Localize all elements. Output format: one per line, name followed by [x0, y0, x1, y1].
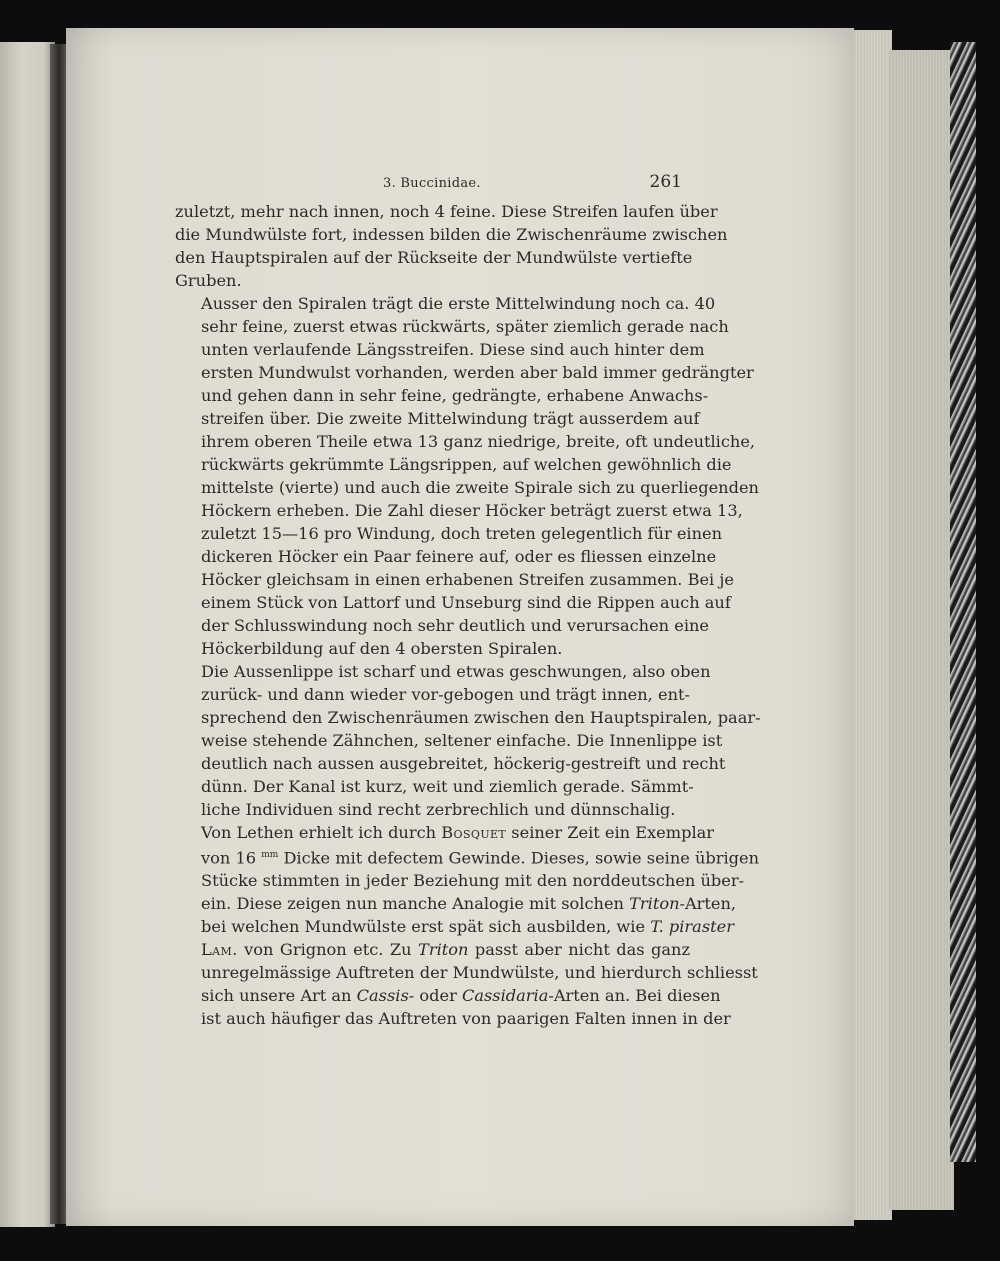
text-line: [175, 1007, 731, 1030]
page-edges-back: [888, 50, 954, 1210]
text-run: ein. Diese zeigen nun manche Analogie mit solchen: [201, 894, 630, 914]
text-line: Ausser den Spiralen trägt die erste Mittelwindung noch ca. 40: [201, 294, 716, 313]
text-line: [175, 892, 737, 915]
text-run: seiner Zeit ein Exemplar: [506, 823, 715, 842]
text-line: deutlich nach aussen ausgebreitet, höckerig-gestreift und recht: [201, 754, 726, 773]
text-line: Die Aussenlippe ist scharf und etwas geschwungen, also oben: [201, 662, 711, 681]
text-line: zuletzt 15—16 pro Windung, doch treten gelegentlich für einen: [201, 524, 723, 543]
text-line: [175, 821, 715, 844]
text-line: zuletzt, mehr nach innen, noch 4 feine. Diese Streifen laufen über: [175, 202, 718, 221]
text-line: ihrem oberen Theile etwa 13 ganz niedrige, breite, oft undeutliche,: [201, 432, 756, 451]
text-line: Höckerbildung auf den 4 obersten Spiralen.: [201, 639, 563, 658]
text-run: von 16: [201, 848, 262, 868]
text-line: ersten Mundwulst vorhanden, werden aber bald immer gedrängter: [201, 363, 754, 382]
text-run: ist auch häufiger das Auftreten von paarigen Falten innen in der: [201, 1009, 731, 1029]
text-line: Höcker gleichsam in einen erhabenen Streifen zusammen. Bei je: [201, 570, 734, 589]
page-number: 261: [649, 172, 682, 192]
paragraph-2: [175, 292, 759, 660]
text-line: rückwärts gekrümmte Längsrippen, auf welchen gewöhnlich die: [201, 455, 732, 474]
text-line: streifen über. Die zweite Mittelwindung trägt ausserdem auf: [201, 409, 700, 428]
text-line: dickeren Höcker ein Paar feinere auf, oder es fliessen einzelne: [201, 547, 717, 566]
running-head: [175, 170, 690, 200]
text-line: sprechend den Zwischenräumen zwischen den Hauptspiralen, paar-: [201, 708, 761, 727]
text-line: sehr feine, zuerst etwas rückwärts, später ziemlich gerade nach: [201, 317, 729, 336]
text-line: [175, 984, 721, 1007]
paragraph-1: [175, 200, 728, 292]
text-line: [175, 961, 758, 984]
text-line: weise stehende Zähnchen, seltener einfache. Die Innenlippe ist: [201, 731, 723, 750]
text-line: Höckern erheben. Die Zahl dieser Höcker beträgt zuerst etwa 13,: [201, 501, 743, 520]
text-line: der Schlusswindung noch sehr deutlich und verursachen eine: [201, 616, 710, 635]
text-run: Von Lethen erhielt ich durch: [201, 823, 442, 842]
text-line: den Hauptspiralen auf der Rückseite der Mundwülste vertiefte: [175, 248, 693, 267]
taxon-name: Cassidaria: [461, 986, 549, 1006]
text-line: dünn. Der Kanal ist kurz, weit und ziemlich gerade. Sämmt-: [201, 777, 694, 796]
text-line: unten verlaufende Längsstreifen. Diese sind auch hinter dem: [201, 340, 705, 359]
text-run: sich unsere Art an: [201, 986, 357, 1006]
text-line: [175, 844, 760, 869]
text-line: zurück- und dann wieder vor-gebogen und trägt innen, ent-: [201, 685, 690, 704]
text-line: [175, 938, 690, 961]
author-name: Lam.: [201, 940, 238, 960]
text-line: die Mundwülste fort, indessen bilden die Zwischenräume zwischen: [175, 225, 728, 244]
text-line: [175, 869, 745, 892]
taxon-name: Cassis: [356, 986, 409, 1006]
text-run: -Arten,: [679, 894, 737, 914]
taxon-name: Triton: [629, 894, 680, 914]
page-edges: [850, 30, 892, 1220]
text-run: bei welchen Mundwülste erst spät sich ausbilden, wie: [201, 917, 651, 937]
text-run: -Arten an. Bei diesen: [548, 986, 721, 1006]
text-line: einem Stück von Lattorf und Unseburg sind die Rippen auch auf: [201, 593, 731, 612]
text-line: und gehen dann in sehr feine, gedrängte, erhabene Anwachs-: [201, 386, 709, 405]
text-run: Stücke stimmten in jeder Beziehung mit den norddeutschen über-: [201, 871, 745, 891]
text-run: Dicke mit defectem Gewinde. Dieses, sowie seine übrigen: [278, 848, 760, 868]
text-line: Gruben.: [175, 271, 242, 290]
taxon-name: T. piraster: [650, 917, 734, 937]
body-text: [175, 200, 761, 1030]
paragraph-4: [175, 821, 760, 1030]
taxon-name: Triton: [418, 940, 469, 960]
text-run: unregelmässige Auftreten der Mundwülste, und hierdurch schliesst: [201, 963, 758, 983]
author-name: Bosquet: [441, 823, 507, 842]
text-run: von Grignon etc. Zu: [237, 940, 419, 960]
text-line: mittelste (vierte) und auch die zweite Spirale sich zu querliegenden: [201, 478, 759, 497]
text-run: - oder: [408, 986, 462, 1006]
section-title: 3. Buccinidae.: [383, 176, 481, 191]
unit-superscript: mm: [261, 850, 279, 860]
marbled-cover: [950, 42, 976, 1162]
text-line: liche Individuen sind recht zerbrechlich und dünnschalig.: [201, 800, 676, 819]
paragraph-3: [175, 660, 761, 821]
page-content: [175, 170, 761, 1030]
text-line: [175, 915, 734, 938]
left-page-edge: [0, 42, 55, 1227]
text-run: passt aber nicht das ganz: [468, 940, 690, 960]
